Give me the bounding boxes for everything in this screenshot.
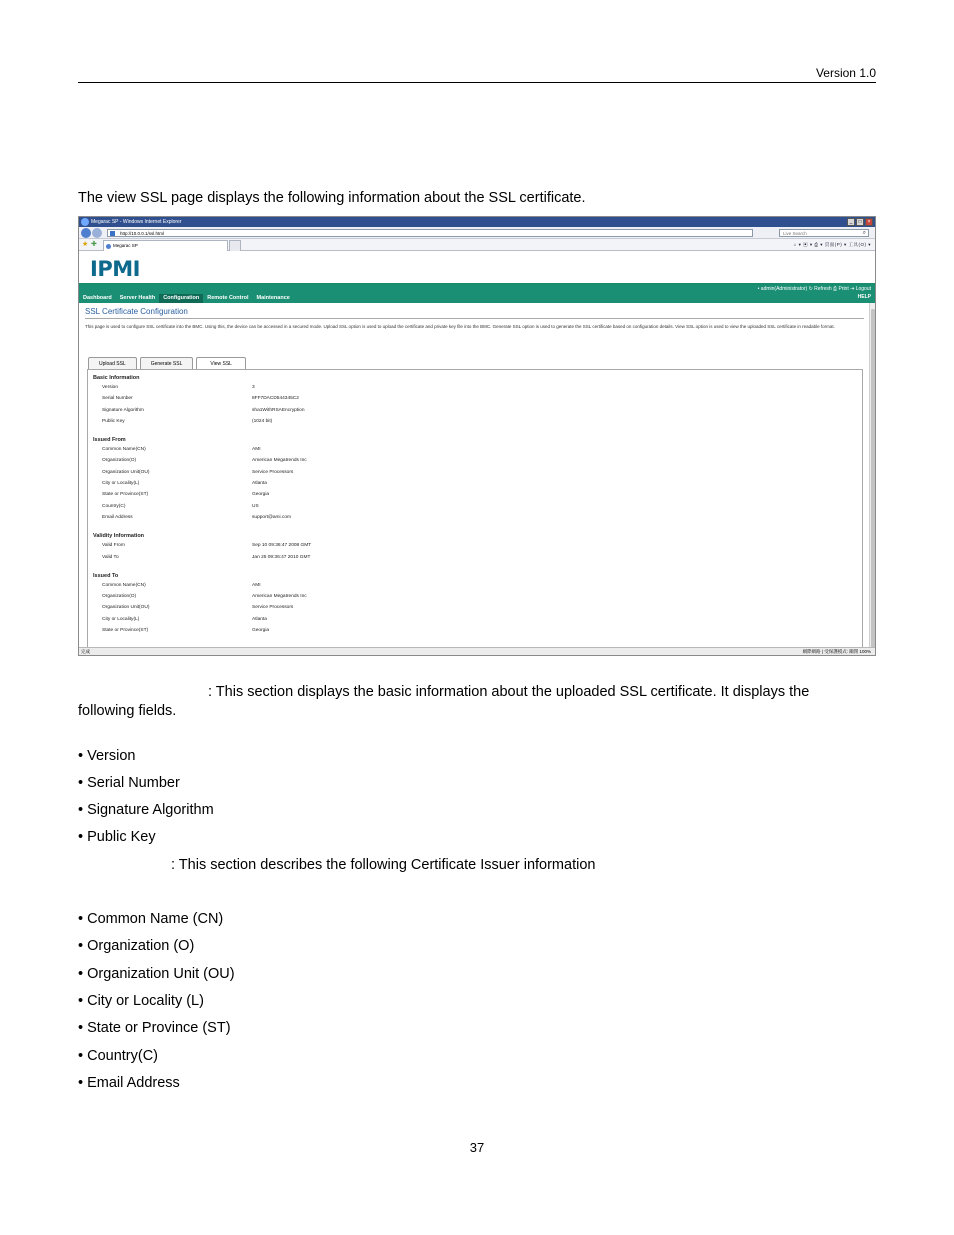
- minimize-icon[interactable]: _: [847, 218, 855, 226]
- basic-info-paragraph: [78, 683, 878, 702]
- menu-maintenance[interactable]: Maintenance: [256, 295, 290, 301]
- maximize-icon[interactable]: □: [856, 218, 864, 226]
- field-row: [88, 405, 862, 416]
- field-label: Country(C): [102, 503, 126, 509]
- field-row: [88, 489, 862, 500]
- favorites-star-icon[interactable]: ★: [82, 241, 89, 248]
- user-toolbar[interactable]: • admin(Administrator) ↻ Refresh ⎙ Print ⇥ Logout: [757, 286, 871, 292]
- field-row: [88, 416, 862, 427]
- ssl-tabs: [88, 357, 246, 369]
- ipmi-header: [79, 251, 875, 285]
- list-item: • Common Name (CN): [78, 911, 224, 927]
- header-rule: [78, 82, 876, 83]
- field-label: State or Province(ST): [102, 628, 149, 634]
- page-number: 37: [469, 1140, 485, 1155]
- main-menu: [79, 294, 294, 303]
- forward-icon[interactable]: [92, 228, 102, 238]
- tab-generate-ssl[interactable]: Generate SSL: [140, 357, 194, 369]
- back-icon[interactable]: [81, 228, 91, 238]
- field-row: [88, 501, 862, 512]
- page-description: This page is used to configure SSL certificate into the BMC. Using this, the device can be accessed in a secured mode. Upload SSL option is used to upload the certificate and private key file into the BMC. Generate SSL option is used to generate the SSL certificate based on configuration details. View SSL option is used to view the uploaded SSL certificate in readable format.: [85, 324, 835, 329]
- field-label: Organization Unit(OU): [102, 605, 150, 611]
- certificate-panel: [87, 369, 863, 656]
- page-title: SSL Certificate Configuration: [85, 307, 864, 319]
- version-label: Version 1.0: [815, 66, 876, 80]
- browser-tab[interactable]: [103, 240, 228, 251]
- field-row: [88, 625, 862, 636]
- field-row: [88, 602, 862, 613]
- field-value: Sep 10 09:36:47 2008 GMT: [252, 543, 312, 549]
- page-icon: [110, 231, 115, 236]
- tab-page-icon: [106, 244, 111, 249]
- field-row: [88, 580, 862, 591]
- main-nav-bar: [79, 285, 875, 303]
- list-item: • Organization (O): [78, 938, 195, 954]
- scrollbar-thumb[interactable]: [871, 309, 875, 656]
- search-input[interactable]: [779, 229, 869, 237]
- field-value: American Megatrends Inc: [252, 594, 307, 600]
- field-label: Common Name(CN): [102, 582, 146, 588]
- section-issued-to: Issued To: [93, 572, 119, 579]
- url-text: http://10.0.0.1/ssl.html: [120, 231, 165, 236]
- list-item: • Version: [78, 748, 136, 764]
- page-content: [79, 303, 875, 650]
- field-row: [88, 478, 862, 489]
- field-row: [88, 382, 862, 393]
- close-icon[interactable]: ×: [865, 218, 873, 226]
- field-label: Signature Algorithm: [102, 407, 144, 413]
- intro-text: The view SSL page displays the following information about the SSL certificate.: [78, 190, 586, 206]
- field-label: Email Address: [102, 514, 133, 520]
- field-value: Atlanta: [252, 616, 267, 622]
- menu-server-health[interactable]: Server Health: [119, 295, 156, 301]
- field-value: 8FF7DACD544345C2: [252, 396, 299, 402]
- field-value: Atlanta: [252, 481, 267, 487]
- field-value: (1024 bit): [252, 418, 273, 424]
- field-value: US: [252, 503, 259, 509]
- list-item: • State or Province (ST): [78, 1020, 231, 1036]
- field-value: AMI: [252, 447, 261, 453]
- list-item: • Serial Number: [78, 775, 180, 791]
- basic-info-text: : This section displays the basic information about the uploaded SSL certificate. It displays the: [208, 684, 810, 700]
- list-item: • Organization Unit (OU): [78, 966, 235, 982]
- command-bar[interactable]: ⌂ ▾ ▣ ▾ ⎙ ▾ 頁面(P) ▾ 工具(O) ▾: [793, 242, 871, 247]
- section-issued-from: Issued From: [93, 437, 126, 444]
- field-value: Georgia: [252, 492, 270, 498]
- basic-info-paragraph-cont: following fields.: [78, 703, 177, 719]
- field-label: State or Province(ST): [102, 492, 149, 498]
- field-label: Valid To: [102, 554, 119, 560]
- menu-configuration[interactable]: Configuration: [159, 294, 203, 303]
- field-label: Serial Number: [102, 396, 133, 402]
- field-value: Service Processors: [252, 605, 294, 611]
- field-label: Organization(O): [102, 458, 137, 464]
- ie-logo-icon: [81, 218, 89, 226]
- issued-from-paragraph: : This section describes the following Certificate Issuer information: [171, 857, 596, 873]
- field-row: [88, 512, 862, 523]
- field-value: Service Processors: [252, 469, 294, 475]
- list-item: • Public Key: [78, 829, 156, 845]
- field-row: [88, 540, 862, 551]
- field-label: Organization Unit(OU): [102, 469, 150, 475]
- status-text: 完成: [81, 649, 90, 654]
- address-bar: [79, 227, 875, 239]
- field-value: Georgia: [252, 628, 270, 634]
- field-label: Valid From: [102, 543, 125, 549]
- field-label: Common Name(CN): [102, 447, 146, 453]
- section-basic-information: Basic Information: [93, 375, 140, 381]
- field-label: City or Locality(L): [102, 481, 140, 487]
- field-value: support@ami.com: [252, 514, 291, 520]
- window-titlebar: [79, 217, 875, 227]
- menu-remote-control[interactable]: Remote Control: [207, 295, 249, 301]
- field-row: [88, 393, 862, 404]
- vertical-scrollbar[interactable]: [869, 303, 875, 650]
- list-item: • City or Locality (L): [78, 993, 204, 1009]
- list-item: • Signature Algorithm: [78, 802, 214, 818]
- field-value: American Megatrends Inc: [252, 458, 307, 464]
- window-title: Megarac SP - Windows Internet Explorer: [91, 219, 182, 225]
- field-value: AMI: [252, 582, 261, 588]
- new-tab-button[interactable]: [229, 240, 241, 251]
- menu-dashboard[interactable]: Dashboard: [83, 295, 112, 301]
- field-label: Public Key: [102, 418, 125, 424]
- add-favorite-icon[interactable]: ✚: [91, 241, 97, 248]
- field-row: [88, 591, 862, 602]
- search-placeholder: Live Search: [783, 231, 807, 236]
- tab-view-ssl[interactable]: View SSL: [196, 357, 246, 369]
- list-item: • Country(C): [78, 1048, 159, 1064]
- field-value: 3: [252, 385, 255, 390]
- status-zone[interactable]: 網際網路 | 受保護模式: 關閉 100%: [802, 649, 871, 654]
- help-link[interactable]: HELP: [857, 294, 871, 300]
- field-label: Organization(O): [102, 594, 137, 600]
- tab-bar: [79, 239, 875, 251]
- url-input[interactable]: [107, 229, 753, 237]
- list-item: • Email Address: [78, 1075, 180, 1091]
- browser-tab-label: Megarac SP: [113, 243, 138, 248]
- browser-screenshot: [78, 216, 876, 656]
- status-bar: [79, 647, 875, 655]
- field-value: Jan 25 09:36:47 2010 GMT: [252, 554, 311, 560]
- field-row: [88, 455, 862, 466]
- field-value: sha1WithRSAEncryption: [252, 407, 305, 413]
- field-label: City or Locality(L): [102, 616, 140, 622]
- field-row: [88, 614, 862, 625]
- field-label: Version: [102, 385, 118, 390]
- tab-upload-ssl[interactable]: Upload SSL: [88, 357, 137, 369]
- section-validity-information: Validity Information: [93, 533, 145, 540]
- search-icon[interactable]: ⌕: [862, 230, 866, 236]
- field-row: [88, 552, 862, 563]
- field-row: [88, 444, 862, 455]
- field-row: [88, 467, 862, 478]
- ipmi-logo: IPMI: [90, 257, 140, 281]
